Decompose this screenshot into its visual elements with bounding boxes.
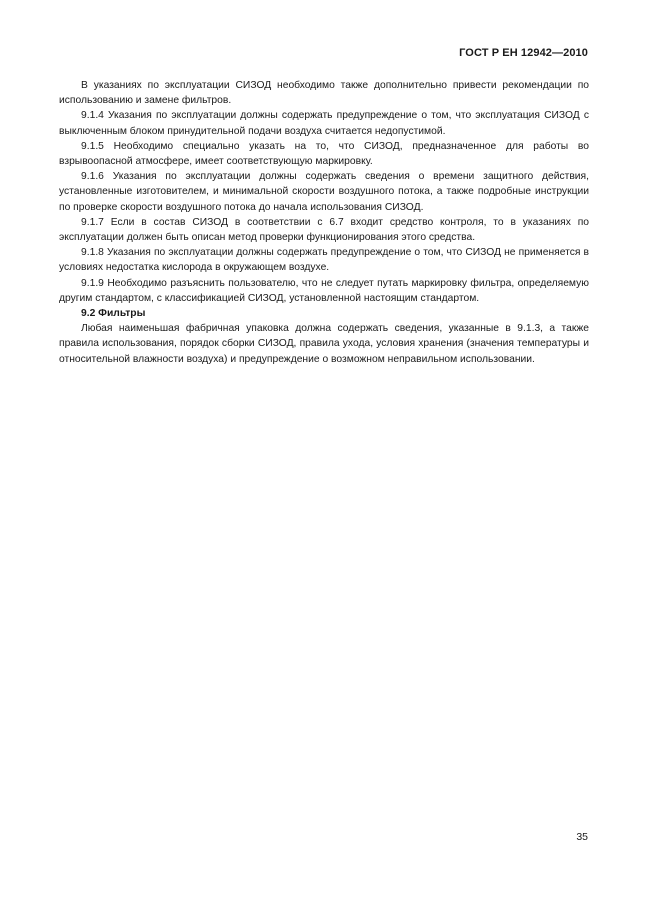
paragraph-9-2: Любая наименьшая фабричная упаковка должна содержать сведения, указанные в 9.1.3, а также правила использования, порядок сборки СИЗОД, правила ухода, условия хранения (значения температуры и относительной влажности воздуха) и предупреждение о возможном неправильном использовании. — [59, 323, 589, 365]
paragraph-filters-recommendation: В указаниях по эксплуатации СИЗОД необходимо также дополнительно привести рекомендации по использованию и замене фильтров. — [59, 80, 589, 107]
section-heading-9-2: 9.2 Фильтры — [81, 308, 146, 320]
paragraph-9-1-6: 9.1.6 Указания по эксплуатации должны содержать сведения о времени защитного действия, установленные изготовителем, и минимальной скорости воздушного потока, а также подробные инструкции по проверке скорости воздушного потока до начала использования СИЗОД. — [59, 171, 589, 213]
document-body — [59, 78, 589, 367]
paragraph-9-1-8: 9.1.8 Указания по эксплуатации должны содержать предупреждение о том, что СИЗОД не применяется в условиях недостатка кислорода в окружающем воздухе. — [59, 247, 589, 274]
page-number: 35 — [576, 831, 588, 843]
document-code: ГОСТ Р ЕН 12942—2010 — [459, 47, 588, 59]
paragraph-9-1-7: 9.1.7 Если в состав СИЗОД в соответствии с 6.7 входит средство контроля, то в указаниях по эксплуатации должен быть описан метод проверки функционирования этого средства. — [59, 216, 589, 244]
paragraph-9-1-5: 9.1.5 Необходимо специально указать на то, что СИЗОД, предназначенное для работы во взрывоопасной атмосфере, имеет соответствующую маркировку. — [59, 140, 589, 168]
paragraph-9-1-4: 9.1.4 Указания по эксплуатации должны содержать предупреждение о том, что эксплуатация СИЗОД с выключенным блоком принудительной подачи воздуха считается недопустимой. — [59, 110, 589, 137]
paragraph-9-1-9: 9.1.9 Необходимо разъяснить пользователю, что не следует путать маркировку фильтра, определяемую другим стандартом, с классификацией СИЗОД, установленной настоящим стандартом. — [59, 277, 589, 304]
